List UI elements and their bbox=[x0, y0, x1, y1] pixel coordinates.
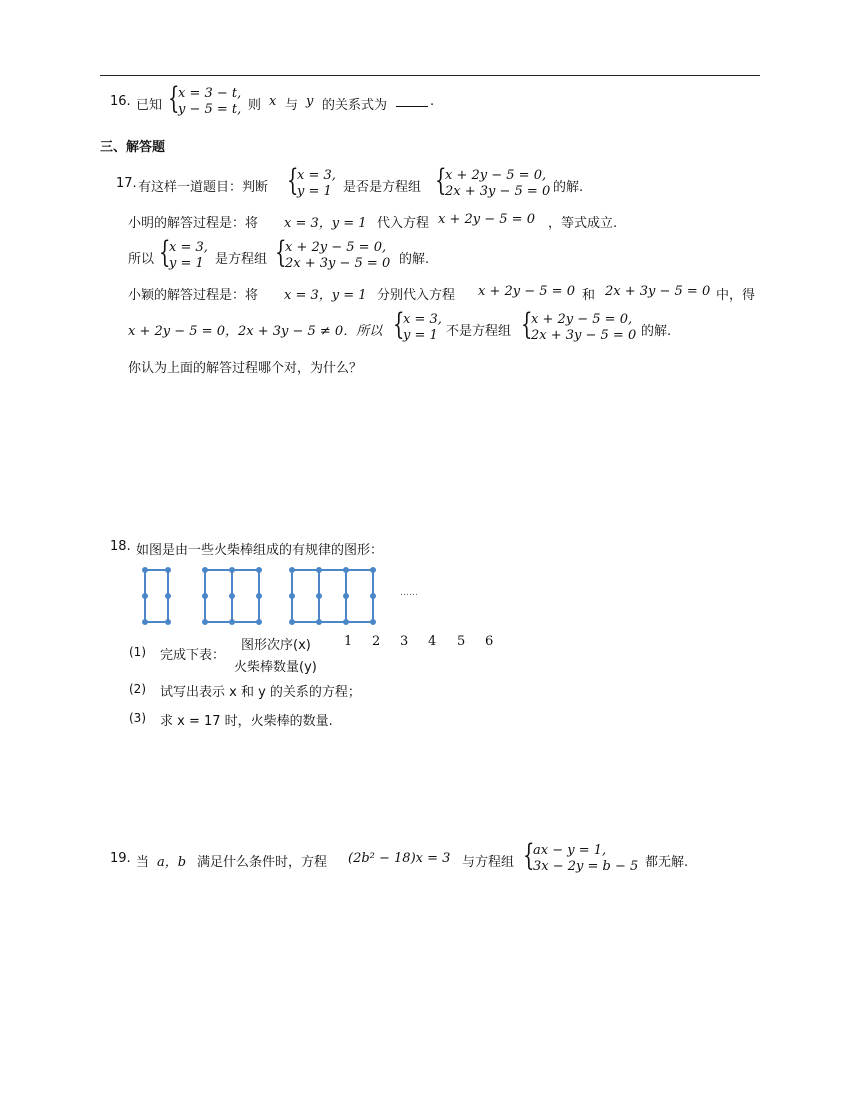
q19-eq: (2b² − 18)x = 3 bbox=[348, 851, 451, 866]
q16-tail: 的关系式为 bbox=[322, 98, 388, 113]
figure-3 bbox=[290, 568, 375, 624]
xy-he: 和 bbox=[582, 288, 596, 303]
q19-number: 19. bbox=[110, 851, 131, 866]
q19-mid: 满足什么条件时，方程 bbox=[197, 855, 328, 870]
q16-eq1: x = 3 − t, bbox=[178, 86, 242, 101]
figure-2 bbox=[203, 568, 261, 624]
q16-and: 与 bbox=[285, 98, 299, 113]
q18-number: 18. bbox=[110, 539, 131, 554]
xy-dejie: 的解. bbox=[641, 324, 672, 339]
table-header-x: 图形次序(x) bbox=[241, 638, 311, 653]
xy-vals: x = 3，y = 1 bbox=[284, 288, 367, 303]
q19-eq2: 3x − 2y = b − 5 bbox=[533, 859, 639, 874]
q16-then: 则 bbox=[248, 98, 262, 113]
q17-sol-x: x = 3, bbox=[297, 168, 336, 183]
q19-with: 与方程组 bbox=[462, 855, 515, 870]
xy-eq2b: 2x + 3y − 5 = 0 bbox=[531, 328, 637, 343]
table-x-2: 2 bbox=[372, 634, 381, 649]
q18-part2-label: (2) bbox=[129, 682, 146, 696]
table-x-5: 5 bbox=[457, 634, 466, 649]
q16-pre: 已知 bbox=[136, 98, 163, 113]
q19-pre: 当 bbox=[136, 855, 150, 870]
q18-part1-label: (1) bbox=[129, 645, 146, 659]
q17-shifou: 是否是方程组 bbox=[343, 180, 422, 195]
q18-part2-text: 试写出表示 x 和 y 的关系的方程； bbox=[160, 685, 361, 700]
q18-part3-label: (3) bbox=[129, 711, 146, 725]
q18-intro: 如图是由一些火柴棒组成的有规律的图形： bbox=[136, 543, 384, 558]
q19-end: 都无解. bbox=[645, 855, 689, 870]
xm-dejie: 的解. bbox=[399, 252, 430, 267]
xy-line2: x + 2y − 5 = 0，2x + 3y − 5 ≠ 0．所以 bbox=[128, 324, 383, 339]
figure-1 bbox=[143, 568, 170, 624]
xy-eq1: x + 2y − 5 = 0 bbox=[478, 284, 575, 299]
q17-eq1: x + 2y − 5 = 0, bbox=[445, 168, 547, 183]
q16-end: . bbox=[430, 94, 435, 109]
top-rule bbox=[100, 75, 760, 76]
xm-mid: 代入方程 bbox=[377, 216, 430, 231]
figure-ellipsis: …… bbox=[400, 588, 418, 598]
q16-y: y bbox=[306, 94, 314, 109]
xm-pre: 小明的解答过程是：将 bbox=[128, 216, 259, 231]
q16-number: 16. bbox=[110, 94, 131, 109]
xm-sol-x: x = 3, bbox=[169, 240, 208, 255]
xy-bushi: 不是方程组 bbox=[446, 324, 512, 339]
xy-eq2: 2x + 3y − 5 = 0 bbox=[605, 284, 711, 299]
table-header-y: 火柴棒数量(y) bbox=[234, 660, 317, 675]
xy-eq1b: x + 2y − 5 = 0, bbox=[531, 312, 633, 327]
table-x-3: 3 bbox=[400, 634, 409, 649]
q17-eq2: 2x + 3y − 5 = 0 bbox=[445, 184, 551, 199]
xm-eq2: 2x + 3y − 5 = 0 bbox=[285, 256, 391, 271]
q16-x: x bbox=[269, 94, 277, 109]
table-x-6: 6 bbox=[485, 634, 494, 649]
q17-number: 17. bbox=[116, 176, 137, 191]
xy-end: 中，得 bbox=[716, 288, 756, 303]
q17-dejie: 的解. bbox=[553, 180, 584, 195]
xm-eq1: x + 2y − 5 = 0, bbox=[285, 240, 387, 255]
xy-sol-x: x = 3, bbox=[403, 312, 442, 327]
section-title: 三、解答题 bbox=[100, 140, 166, 155]
xm-sol-y: y = 1 bbox=[169, 256, 204, 271]
xm-shi-fcz: 是方程组 bbox=[215, 252, 268, 267]
q19-vars: a，b bbox=[157, 855, 187, 870]
xy-pre: 小颖的解答过程是：将 bbox=[128, 288, 259, 303]
xy-sol-y: y = 1 bbox=[403, 328, 438, 343]
matchstick-figures bbox=[135, 562, 435, 634]
q18-part1-text: 完成下表： bbox=[160, 648, 226, 663]
q19-eq1: ax − y = 1, bbox=[533, 843, 607, 858]
q16-blank bbox=[396, 94, 428, 111]
xy-mid: 分别代入方程 bbox=[377, 288, 456, 303]
xm-suoyi: 所以 bbox=[128, 252, 155, 267]
q17-question: 你认为上面的解答过程哪个对，为什么？ bbox=[128, 361, 363, 376]
q17-sol-y: y = 1 bbox=[297, 184, 332, 199]
xm-eq: x + 2y − 5 = 0 bbox=[438, 212, 535, 227]
xm-vals: x = 3，y = 1 bbox=[284, 216, 367, 231]
table-x-4: 4 bbox=[428, 634, 437, 649]
q16-eq2: y − 5 = t, bbox=[178, 102, 242, 117]
q17-intro: 有这样一道题目：判断 bbox=[138, 180, 269, 195]
q18-part3-text: 求 x = 17 时，火柴棒的数量. bbox=[160, 714, 333, 729]
xm-end: ，等式成立. bbox=[548, 216, 618, 231]
table-x-1: 1 bbox=[344, 634, 353, 649]
